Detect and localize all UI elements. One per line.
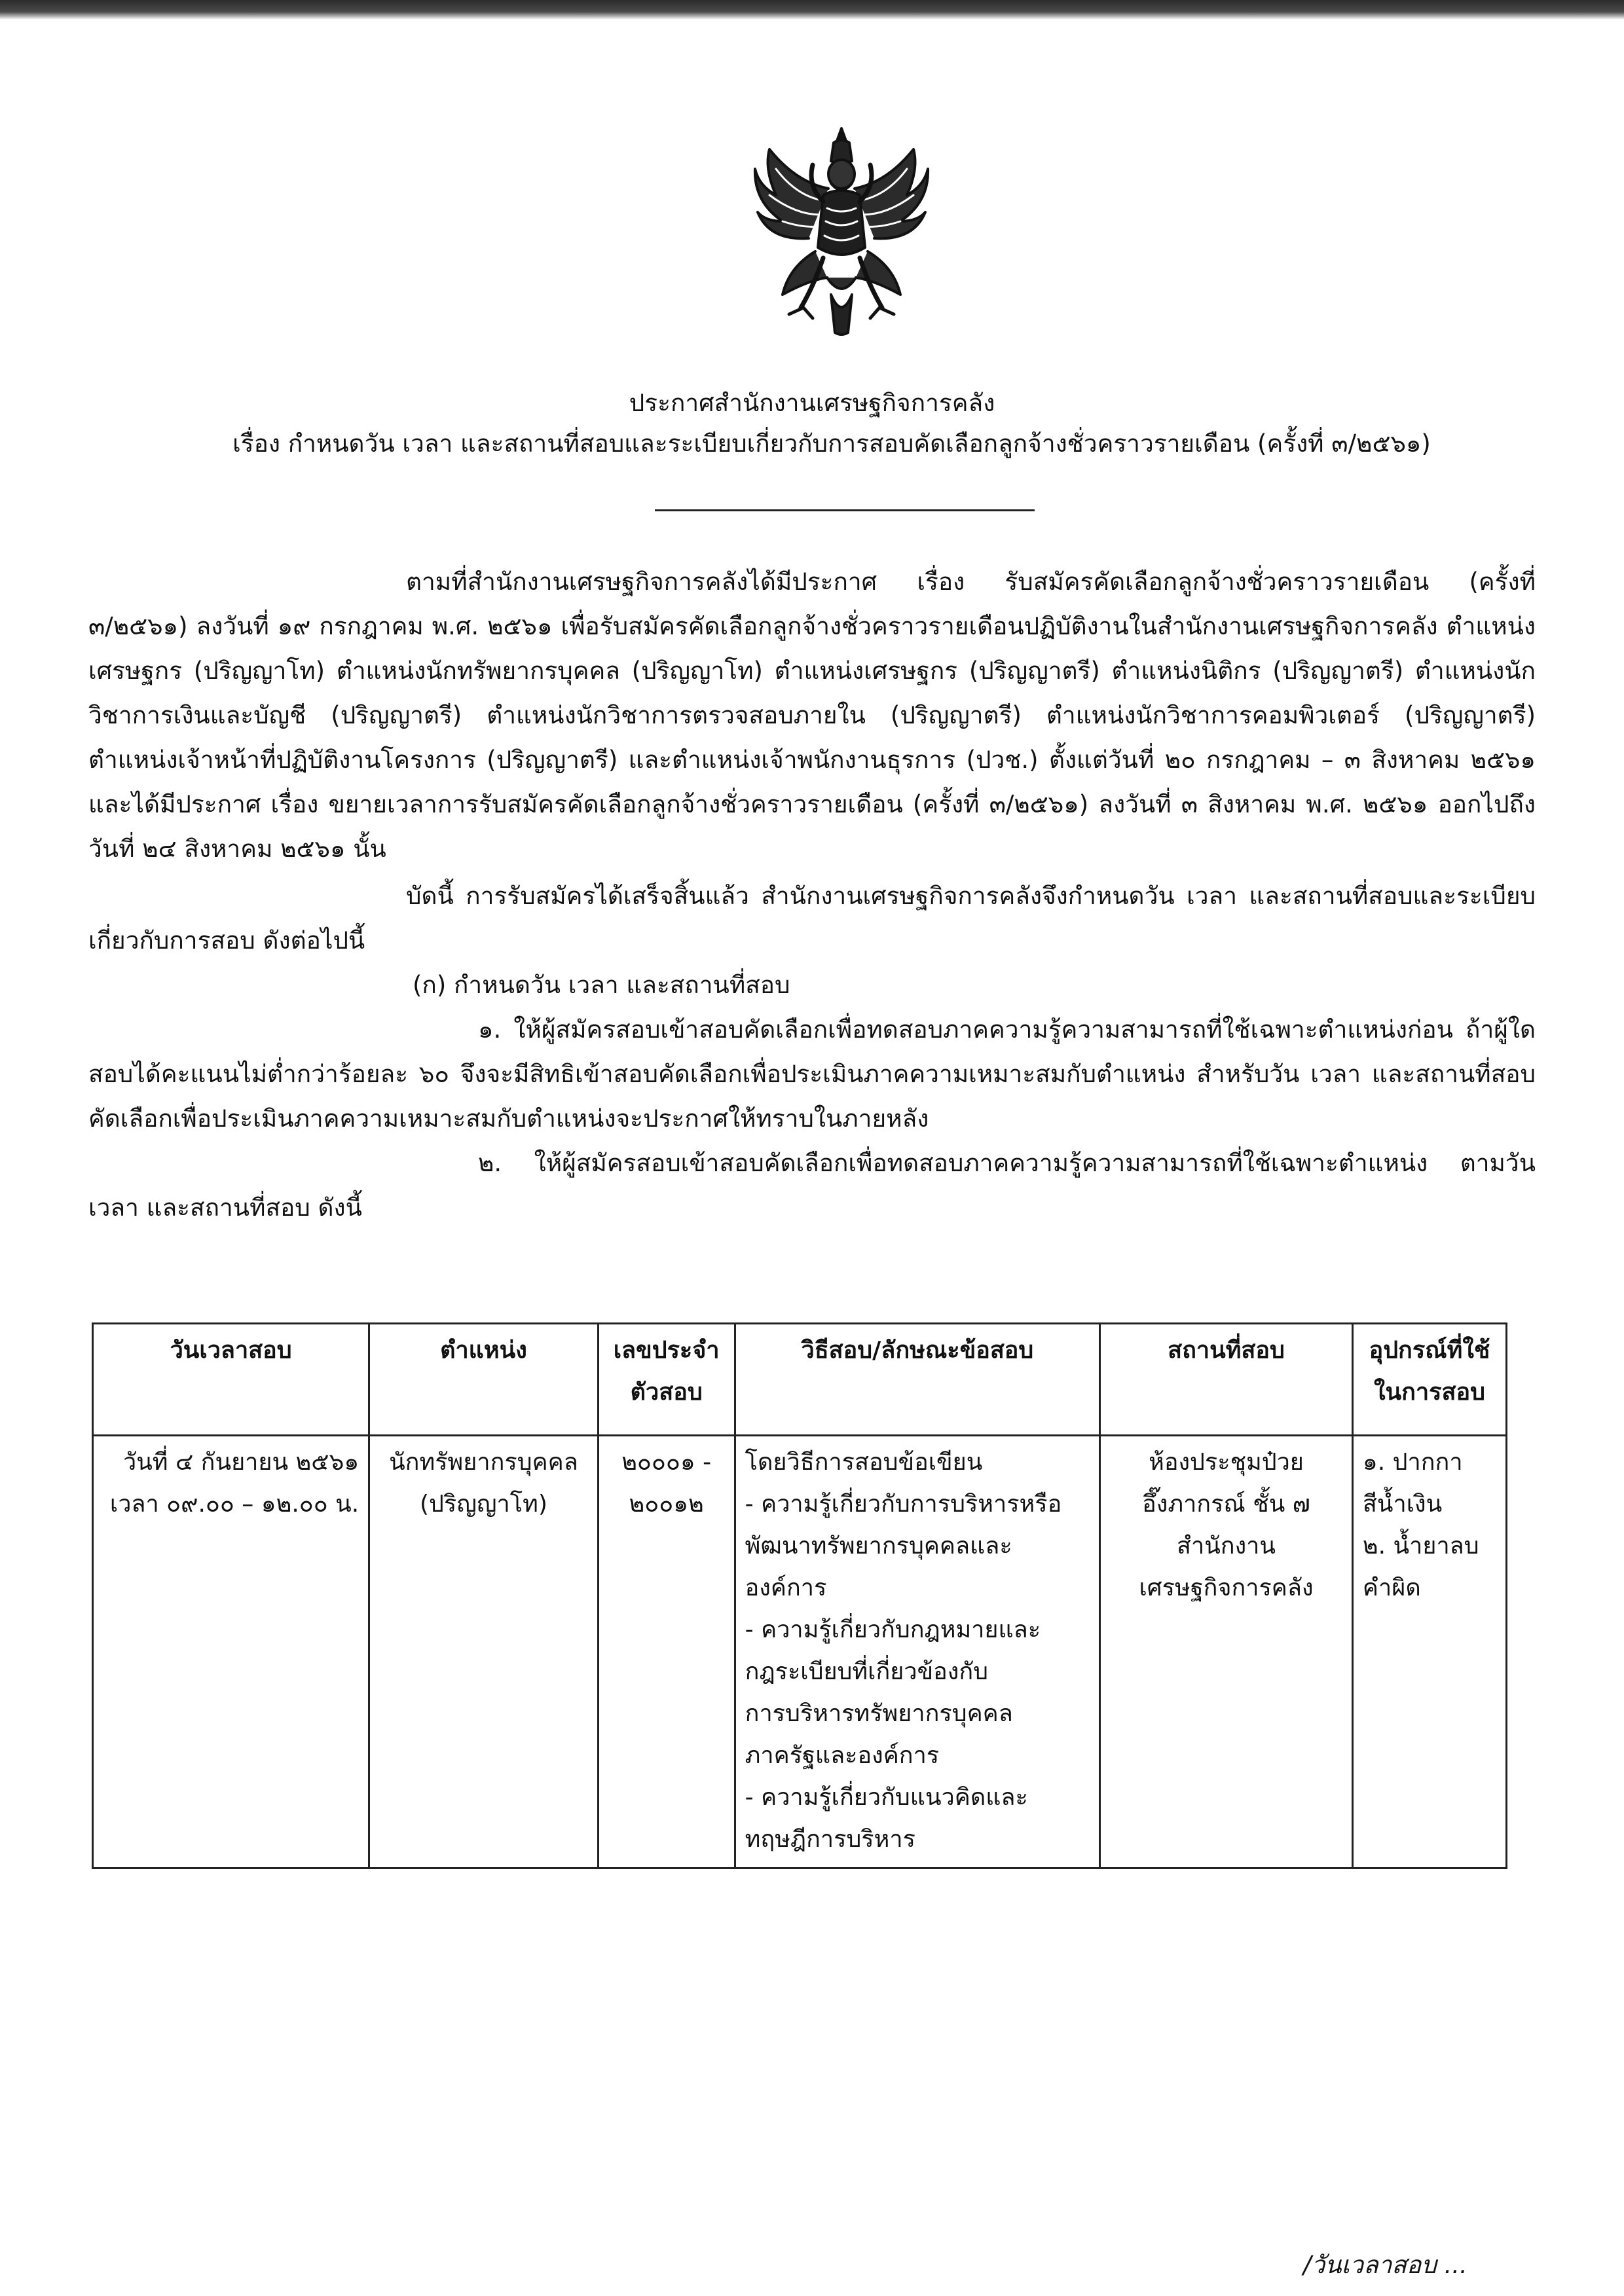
method-line: องค์การ <box>745 1575 827 1601</box>
location-line: ห้องประชุมป๋วย <box>1149 1449 1304 1476</box>
cell-location <box>1100 1436 1353 1868</box>
announcement-subject: เรื่อง กำหนดวัน เวลา และสถานที่สอบและระเบียบเกี่ยวกับการสอบคัดเลือกลูกจ้างชั่วคราวรายเดือน (ครั้งที่ ๓/๒๕๖๑) <box>232 429 1431 458</box>
equipment-line: ๒. น้ำยาลบ <box>1362 1533 1479 1559</box>
equipment-line: สีน้ำเงิน <box>1362 1491 1443 1518</box>
header-position <box>369 1324 598 1436</box>
item-2-paragraph: ๒. ให้ผู้สมัครสอบเข้าสอบคัดเลือกเพื่อทดสอบภาคความรู้ความสามารถที่ใช้เฉพาะตำแหน่ง ตามวัน เวลา และสถานที่สอบ ดังนี้ <box>88 1149 1536 1222</box>
method-line: กฎระเบียบที่เกี่ยวข้องกับ <box>745 1658 989 1685</box>
method-line: การบริหารทรัพยากรบุคคล <box>745 1700 1013 1727</box>
exam-date: วันที่ ๔ กันยายน ๒๕๖๑ <box>122 1449 360 1476</box>
header-exam-number <box>598 1324 735 1436</box>
method-line: ภาครัฐและองค์การ <box>745 1742 940 1769</box>
cell-exam-number <box>598 1436 735 1868</box>
header-equipment <box>1352 1324 1506 1436</box>
exam-number-to: ๒๐๐๑๒ <box>629 1491 704 1518</box>
table-row <box>93 1436 1507 1868</box>
position-degree: (ปริญญาโท) <box>419 1491 547 1518</box>
header-method <box>735 1324 1099 1436</box>
header-position-label: ตำแหน่ง <box>440 1337 527 1364</box>
method-line: โดยวิธีการสอบข้อเขียน <box>745 1449 983 1476</box>
intro-paragraph: ตามที่สำนักงานเศรษฐกิจการคลังได้มีประกาศ เรื่อง รับสมัครคัดเลือกลูกจ้างชั่วคราวรายเดือน (ครั้งที่ ๓/๒๕๖๑) ลงวันที่ ๑๙ กรกฎาคม พ.ศ. ๒๕๖๑ เพื่อรับสมัครคัดเลือกลูกจ้างชั่วคราวรายเดือนปฏิบัติงานในสำนักงานเศรษฐกิจการคลัง ตำแหน่งเศรษฐกร (ปริญญาโท) ตำแหน่งนักทรัพยากรบุคคล (ปริญญาโท) ตำแหน่งเศรษฐกร (ปริญญาตรี) ตำแหน่งนิติกร (ปริญญาตรี) ตำแหน่งนักวิชาการเงินและบัญชี (ปริญญาตรี) ตำแหน่งนักวิชาการตรวจสอบภายใน (ปริญญาตรี) ตำแหน่งนักวิชาการคอมพิวเตอร์ (ปริญญาตรี) ตำแหน่งเจ้าหน้าที่ปฏิบัติงานโครงการ (ปริญญาตรี) และตำแหน่งเจ้าพนักงานธุรการ (ปวช.) ตั้งแต่วันที่ ๒๐ กรกฎาคม – ๓ สิงหาคม ๒๕๖๑ และได้มีประกาศ เรื่อง ขยายเวลาการรับสมัครคัดเลือกลูกจ้างชั่วคราวรายเดือน (ครั้งที่ ๓/๒๕๖๑) ลงวันที่ ๓ สิงหาคม พ.ศ. ๒๕๖๑ ออกไปถึงวันที่ ๒๔ สิงหาคม ๒๕๖๑ นั้น <box>88 568 1536 863</box>
cell-method <box>735 1436 1099 1868</box>
now-paragraph: บัดนี้ การรับสมัครได้เสร็จสิ้นแล้ว สำนักงานเศรษฐกิจการคลังจึงกำหนดวัน เวลา และสถานที่สอบและระเบียบเกี่ยวกับการสอบ ดังต่อไปนี้ <box>88 882 1536 955</box>
header-date-time <box>93 1324 369 1436</box>
table-header-row <box>93 1324 1507 1436</box>
exam-schedule-table <box>92 1322 1507 1869</box>
method-line: ทฤษฎีการบริหาร <box>745 1826 915 1853</box>
cell-position <box>369 1436 598 1868</box>
header-date-time-label: วันเวลาสอบ <box>170 1337 292 1364</box>
section-a-heading: (ก) กำหนดวัน เวลา และสถานที่สอบ <box>413 971 790 999</box>
garuda-emblem <box>750 123 933 339</box>
header-exam-number-line-1: เลขประจำ <box>613 1337 720 1364</box>
cell-equipment <box>1352 1436 1506 1868</box>
item-1-paragraph: ๑. ให้ผู้สมัครสอบเข้าสอบคัดเลือกเพื่อทดสอบภาคความรู้ความสามารถที่ใช้เฉพาะตำแหน่งก่อน ถ้าผู้ใดสอบได้คะแนนไม่ต่ำกว่าร้อยละ ๖๐ จึงจะมีสิทธิเข้าสอบคัดเลือกเพื่อประเมินภาคความเหมาะสมกับตำแหน่ง สำหรับวัน เวลา และสถานที่สอบคัดเลือกเพื่อประเมินภาคความเหมาะสมกับตำแหน่งจะประกาศให้ทราบในภายหลัง <box>88 1015 1536 1133</box>
method-line: - ความรู้เกี่ยวกับการบริหารหรือ <box>745 1491 1062 1518</box>
method-line: - ความรู้เกี่ยวกับกฎหมายและ <box>745 1616 1041 1643</box>
header-equipment-line-2: ในการสอบ <box>1373 1379 1485 1406</box>
method-line: พัฒนาทรัพยากรบุคคลและ <box>745 1533 1012 1559</box>
header-method-label: วิธีสอบ/ลักษณะข้อสอบ <box>801 1337 1034 1364</box>
exam-number-from: ๒๐๐๐๑ - <box>621 1449 712 1476</box>
header-divider <box>655 509 1035 511</box>
location-line: อึ๊งภากรณ์ ชั้น ๗ <box>1142 1491 1310 1518</box>
header-equipment-line-1: อุปกรณ์ที่ใช้ <box>1369 1337 1490 1364</box>
position-name: นักทรัพยากรบุคคล <box>389 1449 578 1476</box>
issuer-title: ประกาศสำนักงานเศรษฐกิจการคลัง <box>629 389 995 417</box>
equipment-line: ๑. ปากกา <box>1362 1449 1463 1476</box>
announcement-header <box>0 383 1624 464</box>
announcement-body <box>88 560 1536 1230</box>
cell-date-time <box>93 1436 369 1868</box>
equipment-line: คำผิด <box>1362 1575 1421 1601</box>
continued-marker: /วันเวลาสอบ ... <box>1303 2251 1467 2279</box>
header-location-label: สถานที่สอบ <box>1168 1337 1285 1364</box>
location-line: สำนักงาน <box>1177 1533 1276 1559</box>
header-exam-number-line-2: ตัวสอบ <box>630 1379 703 1406</box>
scan-top-edge <box>0 0 1624 20</box>
method-line: - ความรู้เกี่ยวกับแนวคิดและ <box>745 1784 1028 1811</box>
location-line: เศรษฐกิจการคลัง <box>1139 1575 1314 1601</box>
header-location <box>1100 1324 1353 1436</box>
exam-time: เวลา ๐๙.๐๐ – ๑๒.๐๐ น. <box>109 1491 360 1518</box>
